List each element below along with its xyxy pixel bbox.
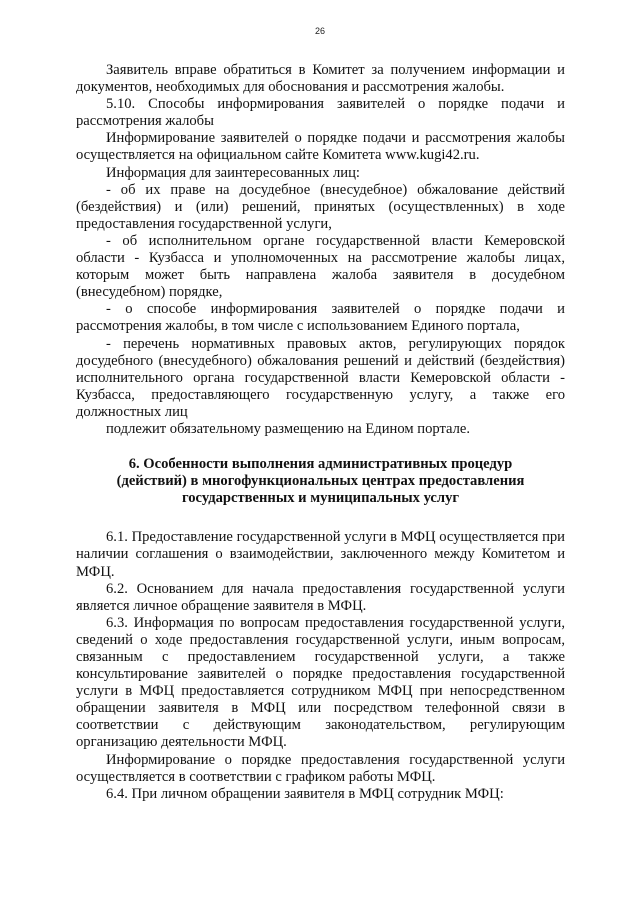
list-item: - об исполнительном органе государственной власти Кемеровской области - Кузбасса и уполномоченных на рассмотрение жалобы лицах, которым может быть направлена жалоба заявителя в досудебном (внесудебном) порядке,	[76, 232, 565, 301]
page-number: 26	[314, 26, 325, 36]
paragraph-mandatory-posting: подлежит обязательному размещению на Едином портале.	[106, 420, 471, 437]
paragraph-6-1: 6.1. Предоставление государственной услуги в МФЦ осуществляется при наличии соглашения о взаимодействии, заключенного между Комитетом и МФЦ.	[76, 529, 565, 580]
paragraph-5-10-title: 5.10. Способы информирования заявителей о порядке подачи и рассмотрения жалобы	[76, 96, 565, 130]
document-body	[76, 62, 565, 803]
list-item: - перечень нормативных правовых актов, регулирующих порядок досудебного (внесудебного) обжалования решений и действий (бездействия) исполнительного органа государственной власти Кемеровской области - Кузбасса, предоставляющего государственную услугу, а также его должностных лиц	[76, 335, 565, 420]
paragraph-6-2: 6.2. Основанием для начала предоставления государственной услуги является личное обращение заявителя в МФЦ.	[76, 580, 565, 614]
list-item: - о способе информирования заявителей о порядке подачи и рассмотрения жалобы, в том числе с использованием Единого портала,	[76, 301, 565, 335]
paragraph-informing-website: Информирование заявителей о порядке подачи и рассмотрения жалобы осуществляется на официальном сайте Комитета www.kugi42.ru.	[76, 130, 565, 164]
paragraph-schedule: Информирование о порядке предоставления государственной услуги осуществляется в соответствии с графиком работы МФЦ.	[76, 751, 565, 785]
paragraph-complaint-info: Заявитель вправе обратиться в Комитет за получением информации и документов, необходимых для обоснования и рассмотрения жалобы.	[76, 62, 565, 96]
paragraph-info-for-parties: Информация для заинтересованных лиц:	[106, 164, 360, 181]
paragraph-6-3: 6.3. Информация по вопросам предоставления государственной услуги, сведений о ходе предоставления государственной услуги, иным вопросам, связанным с предоставлением государственной услуги, а также консультирование заявителей о порядке предоставления государственной услуги в МФЦ предоставляется сотрудником МФЦ при непосредственном обращении заявителя в МФЦ или посредством телефонной связи в соответствии с действующим законодательством, регулирующим организацию деятельности МФЦ.	[76, 614, 565, 751]
paragraph-6-4: 6.4. При личном обращении заявителя в МФЦ сотрудник МФЦ:	[106, 785, 504, 802]
list-item: - об их праве на досудебное (внесудебное) обжалование действий (бездействия) и (или) решений, принятых (осуществленных) в ходе предоставления государственной услуги,	[76, 181, 565, 232]
section-6-heading: 6. Особенности выполнения административных процедур (действий) в многофункциональных центрах предоставления государственных и муниципальных услуг	[116, 456, 525, 507]
